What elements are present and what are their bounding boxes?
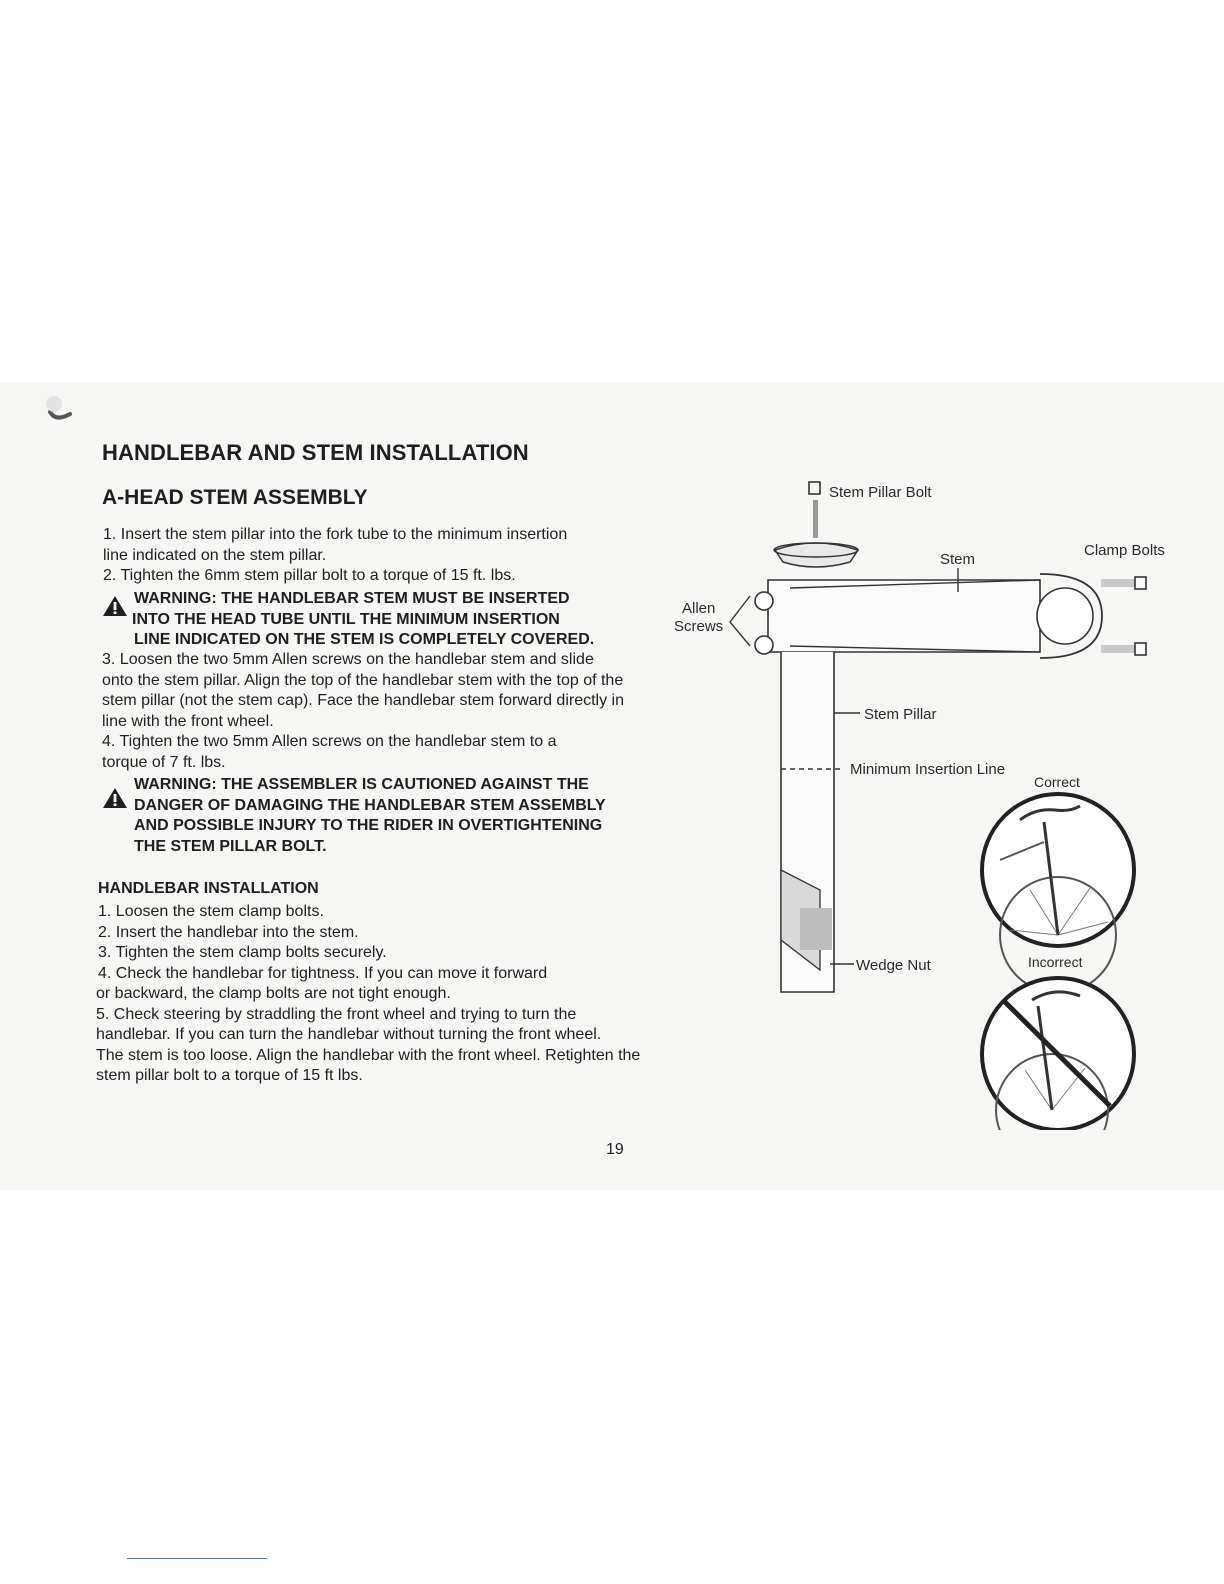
allen-screw-upper-icon [755, 592, 773, 610]
step-line: 1. Insert the stem pillar into the fork tube to the minimum insertion [103, 526, 568, 543]
handlebar-clamp-hole [1037, 588, 1093, 644]
allen-screws-pointer [730, 596, 750, 646]
bolt-shaft [813, 500, 818, 538]
warning-line: LINE INDICATED ON THE STEM IS COMPLETELY COVERED. [134, 631, 595, 648]
section-title-handlebar-installation: HANDLEBAR INSTALLATION [98, 880, 319, 897]
label-stem-pillar: Stem Pillar [864, 706, 937, 723]
warning-line: WARNING: THE HANDLEBAR STEM MUST BE INSERTED [134, 590, 570, 607]
clamp-bolt-head-icon [1135, 643, 1146, 655]
step-line: 2. Insert the handlebar into the stem. [98, 923, 359, 941]
steps-b [102, 650, 702, 773]
warning-line: THE STEM PILLAR BOLT. [134, 837, 327, 855]
warning-insertion [134, 589, 694, 651]
step-line: line indicated on the stem pillar. [103, 546, 327, 564]
page-title: HANDLEBAR AND STEM INSTALLATION [102, 440, 529, 465]
label-allen: Allen [682, 600, 716, 617]
warning-triangle-icon [102, 595, 128, 617]
step-line: stem pillar bolt to a torque of 15 ft lbs. [96, 1067, 363, 1084]
steps-c [96, 902, 716, 1087]
step-line: 3. Tighten the stem clamp bolts securely. [98, 944, 387, 961]
clamp-bolt-lower [1101, 645, 1135, 653]
allen-screw-lower-icon [755, 636, 773, 654]
page-number: 19 [606, 1141, 624, 1158]
section-title-a-head: A-HEAD STEM ASSEMBLY [102, 486, 368, 509]
label-stem: Stem [940, 551, 976, 568]
steps-a [103, 525, 703, 587]
warning-triangle-icon [102, 787, 128, 809]
step-line: 4. Tighten the two 5mm Allen screws on the handlebar stem to a [102, 733, 557, 750]
step-line: handlebar. If you can turn the handlebar without turning the front wheel. [96, 1026, 602, 1043]
step-line: 3. Loosen the two 5mm Allen screws on the handlebar stem and slide [102, 651, 594, 668]
stem-assembly-diagram [660, 470, 1180, 1130]
label-incorrect: Incorrect [1028, 954, 1083, 970]
label-minimum-insertion-line: Minimum Insertion Line [850, 761, 1006, 778]
label-correct: Correct [1034, 774, 1080, 790]
label-wedge-nut: Wedge Nut [856, 957, 931, 974]
underline-mark [127, 1558, 267, 1559]
label-stem-pillar-bolt: Stem Pillar Bolt [829, 484, 932, 501]
binder-hole-mark [42, 392, 78, 428]
step-line: or backward, the clamp bolts are not tight enough. [96, 985, 451, 1002]
step-line: line with the front wheel. [102, 712, 274, 730]
step-line: 4. Check the handlebar for tightness. If you can move it forward [98, 964, 548, 982]
step-line: torque of 7 ft. lbs. [102, 753, 226, 771]
clamp-bolt-upper [1101, 579, 1135, 587]
step-line: 1. Loosen the stem clamp bolts. [98, 903, 324, 920]
warning-line: WARNING: THE ASSEMBLER IS CAUTIONED AGAINST THE [134, 776, 589, 793]
step-line: stem pillar (not the stem cap). Face the handlebar stem forward directly in [102, 692, 624, 709]
stem-pillar-bolt-icon [809, 482, 820, 494]
warning-line: DANGER OF DAMAGING THE HANDLEBAR STEM ASSEMBLY [134, 796, 606, 814]
label-screws: Screws [674, 618, 724, 635]
wedge-nut-thread [800, 908, 832, 950]
step-line: The stem is too loose. Align the handlebar with the front wheel. Retighten the [96, 1046, 641, 1064]
label-clamp-bolts: Clamp Bolts [1084, 542, 1165, 559]
warning-line: INTO THE HEAD TUBE UNTIL THE MINIMUM INSERTION [132, 610, 560, 628]
incorrect-illustration [982, 978, 1134, 1130]
stem-body [768, 580, 1040, 652]
step-line: 2. Tighten the 6mm stem pillar bolt to a torque of 15 ft. lbs. [103, 567, 516, 584]
step-line: 5. Check steering by straddling the front wheel and trying to turn the [96, 1005, 577, 1023]
warning-line: AND POSSIBLE INJURY TO THE RIDER IN OVERTIGHTENING [134, 817, 603, 834]
step-line: onto the stem pillar. Align the top of the handlebar stem with the top of the [102, 671, 624, 689]
warning-overtightening [134, 775, 694, 857]
clamp-bolt-head-icon [1135, 577, 1146, 589]
